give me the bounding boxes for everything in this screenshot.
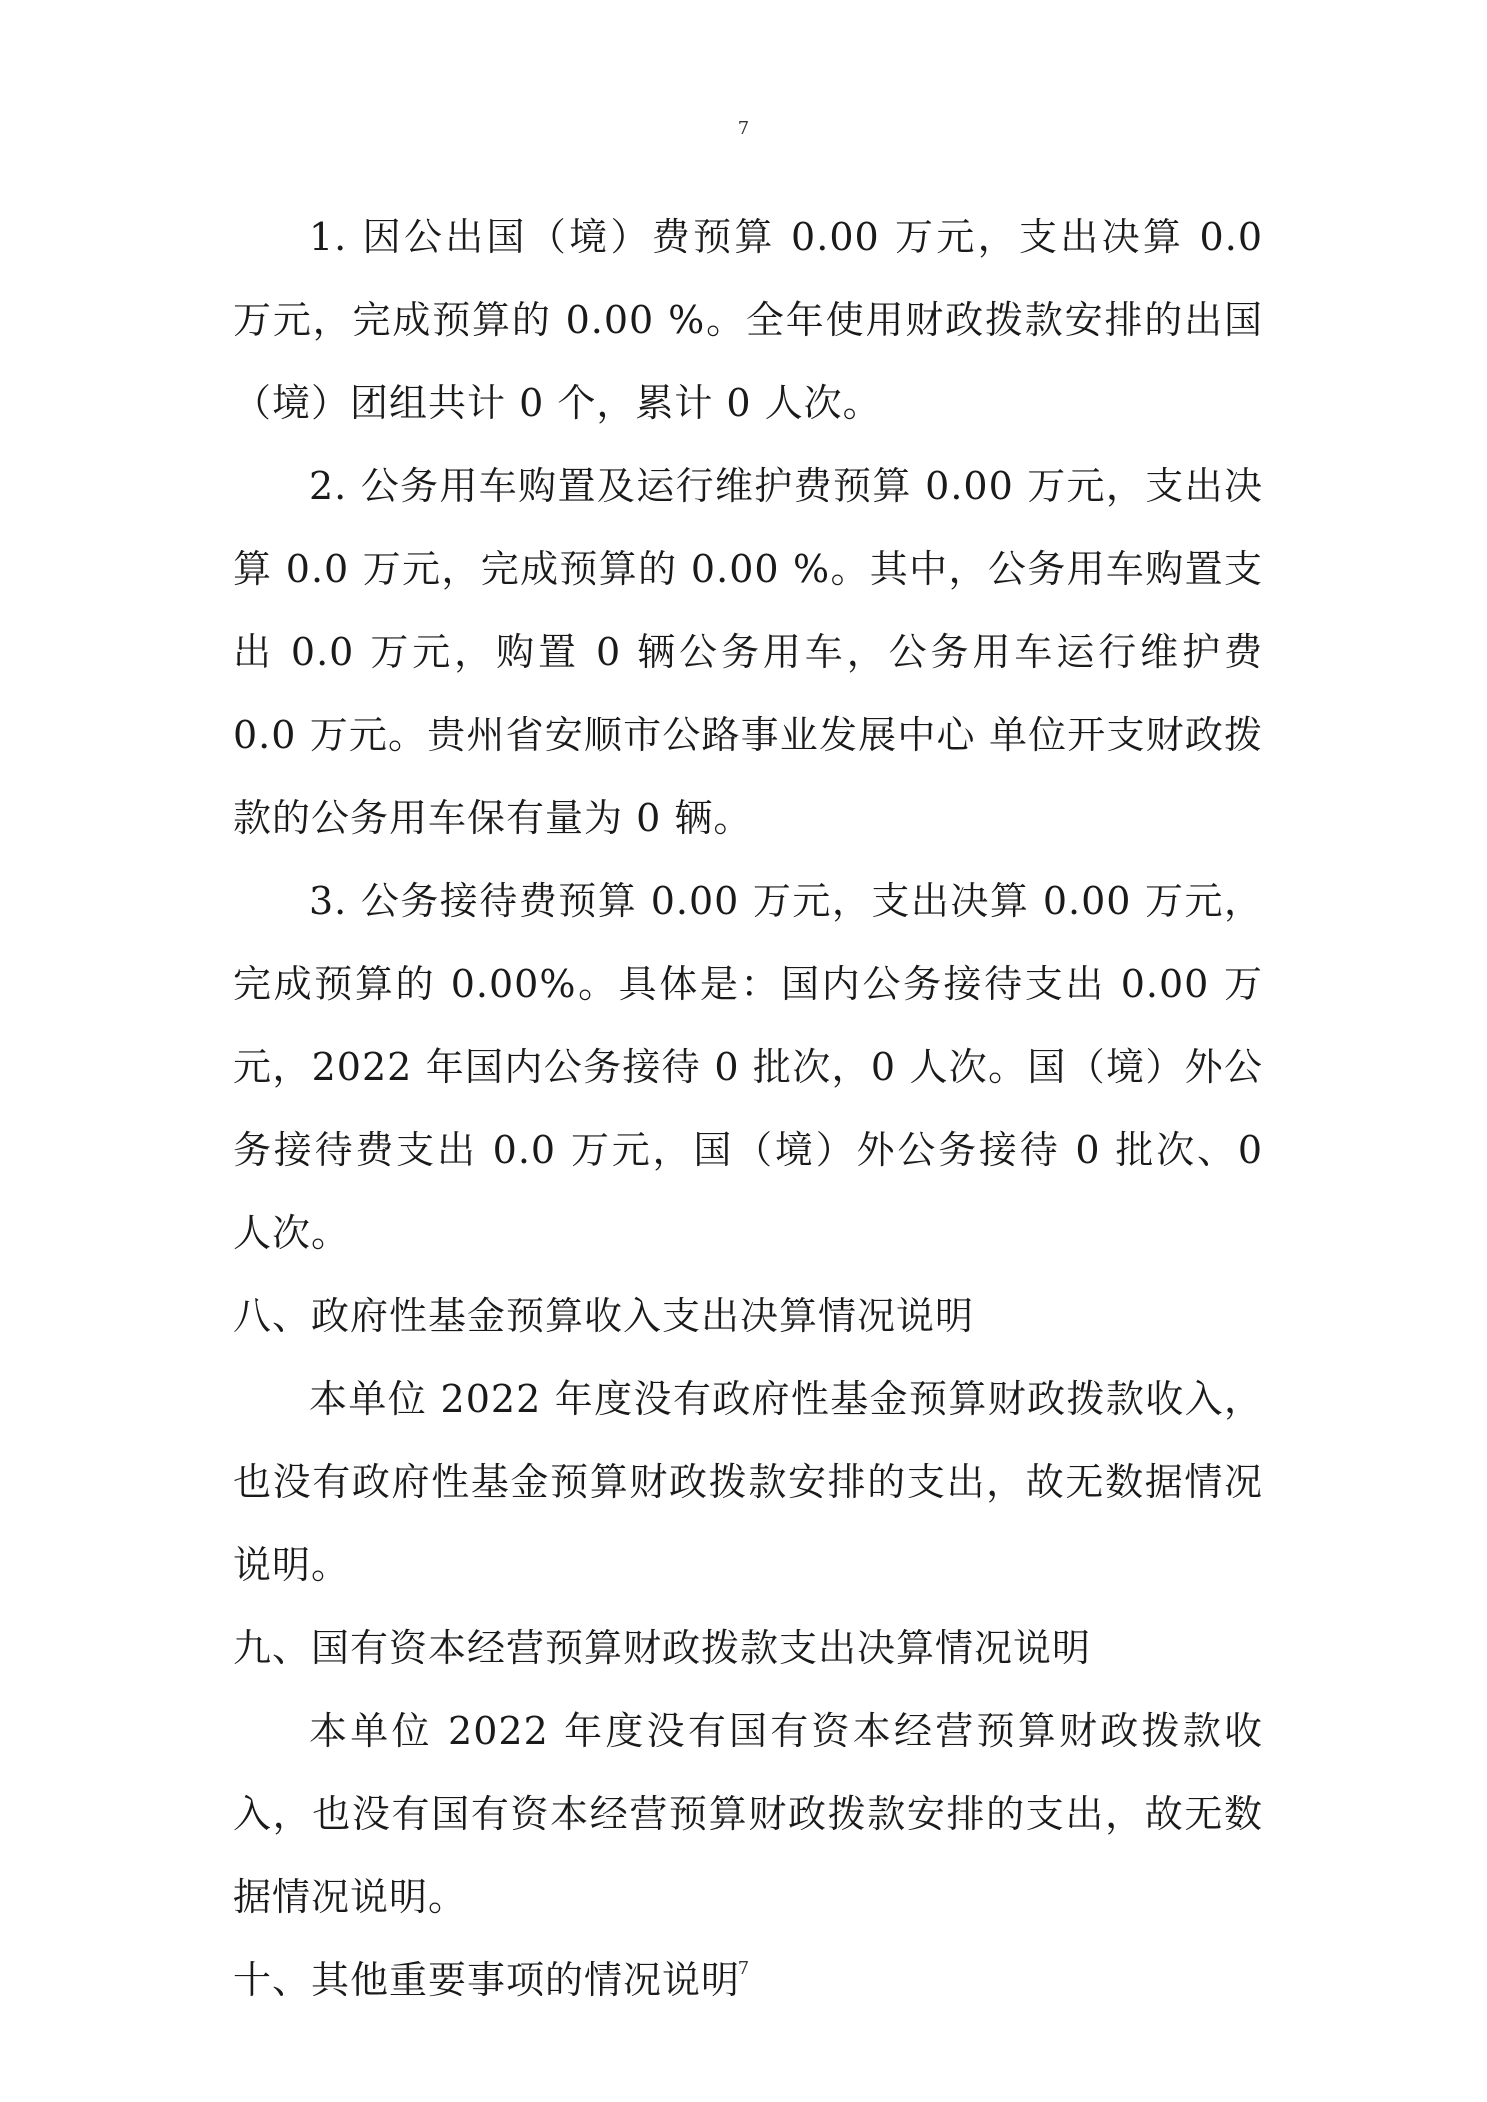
section-heading-state-capital: 九、国有资本经营预算财政拨款支出决算情况说明 <box>233 1626 1092 1670</box>
section-heading-other-matters: 十、其他重要事项的情况说明 <box>233 1958 741 2002</box>
page-number-top: 7 <box>737 118 750 139</box>
paragraph-state-capital: 本单位 2022 年度没有国有资本经营预算财政拨款收入，也没有国有资本经营预算财政拨款安排的支出，故无数据情况说明。 <box>233 1709 1263 1919</box>
paragraph-official-reception: 3. 公务接待费预算 0.00 万元，支出决算 0.00 万元，完成预算的 0.00%。具体是：国内公务接待支出 0.00 万元，2022 年国内公务接待 0 批次，0 人次。国（境）外公务接待费支出 0.0 万元，国（境）外公务接待 0 批次、0 人次。 <box>233 879 1263 1255</box>
paragraph-government-fund: 本单位 2022 年度没有政府性基金预算财政拨款收入，也没有政府性基金预算财政拨款安排的支出，故无数据情况说明。 <box>233 1377 1263 1587</box>
page-number-bottom: 7 <box>737 1958 750 1979</box>
paragraph-official-vehicles: 2. 公务用车购置及运行维护费预算 0.00 万元，支出决算 0.0 万元，完成预算的 0.00 %。其中，公务用车购置支出 0.0 万元，购置 0 辆公务用车，公务用车运行维护费 0.0 万元。贵州省安顺市公路事业发展中心 单位开支财政拨款的公务用车保有量为 0 辆。 <box>233 464 1263 840</box>
document-body <box>233 196 1263 2022</box>
section-heading-government-fund: 八、政府性基金预算收入支出决算情况说明 <box>233 1294 975 1338</box>
paragraph-overseas-travel: 1. 因公出国（境）费预算 0.00 万元，支出决算 0.0 万元，完成预算的 0.00 %。全年使用财政拨款安排的出国（境）团组共计 0 个，累计 0 人次。 <box>233 215 1263 425</box>
